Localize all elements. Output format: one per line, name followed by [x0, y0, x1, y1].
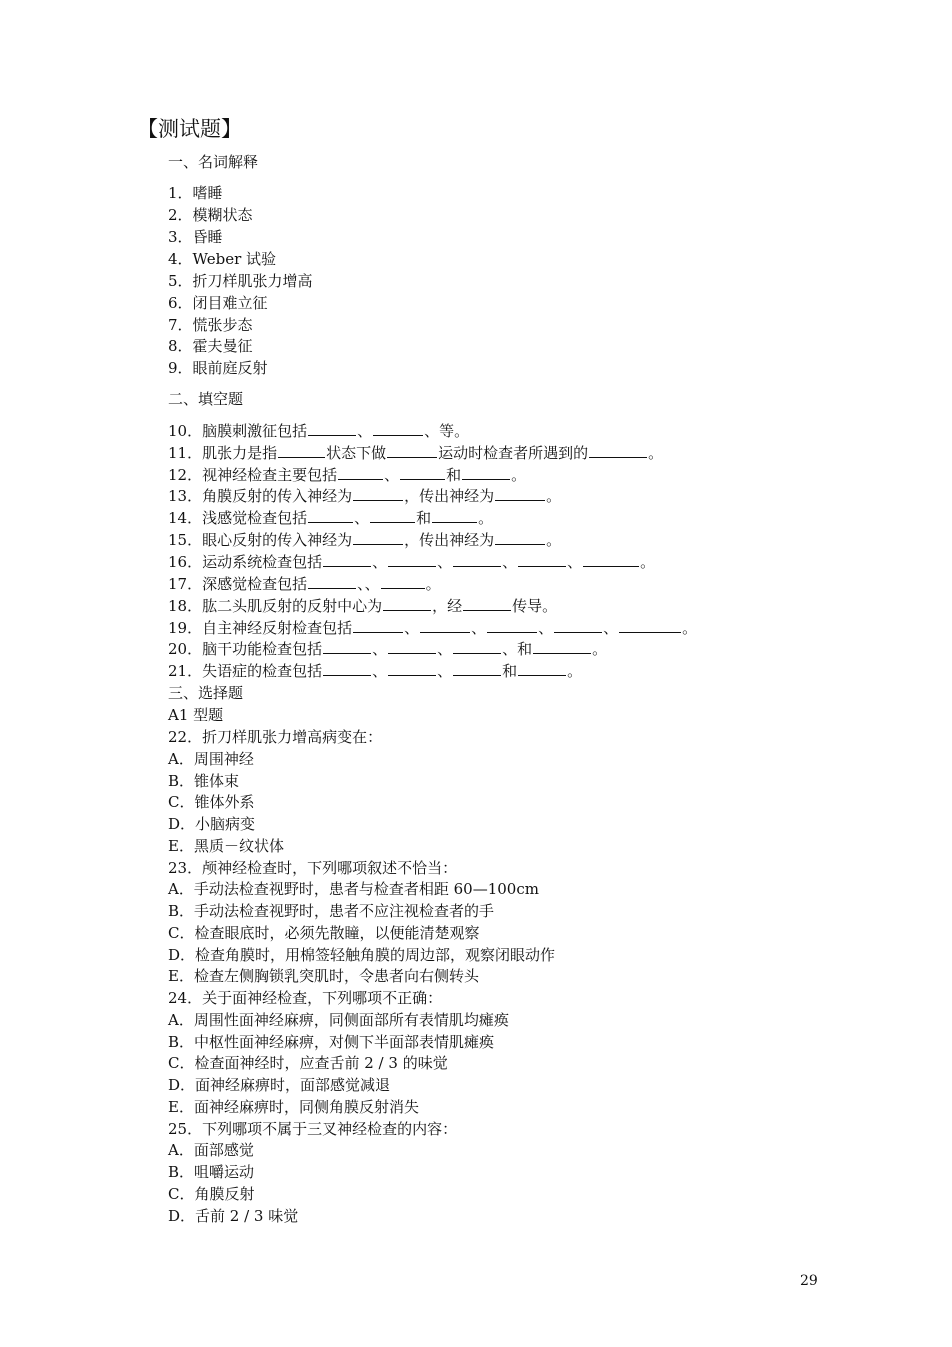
question-text: 和 [502, 662, 518, 680]
question-text: 、 [567, 553, 583, 571]
mc-question: 22．折刀样肌张力增高病变在： [168, 728, 383, 746]
question-text: 15．眼心反射的传入神经为 [168, 531, 353, 549]
answer-blank [323, 552, 371, 567]
definition-item: 8．霍夫曼征 [168, 337, 253, 355]
question-text: 、 [502, 553, 518, 571]
answer-blank [323, 639, 371, 654]
question-text: 运动时检查者所遇到的 [438, 444, 589, 462]
answer-blank [619, 618, 681, 633]
question-text: 、 [404, 619, 420, 637]
question-text: 13．角膜反射的传入神经为 [168, 487, 353, 505]
question-text: 、 [372, 640, 388, 658]
fill-blank-question-18 [168, 596, 557, 616]
answer-blank [400, 465, 445, 480]
question-text: 、 [357, 422, 373, 440]
mc-option: E．面神经麻痹时，同侧角膜反射消失 [168, 1097, 419, 1116]
fill-blank-question-11 [168, 443, 663, 463]
answer-blank [533, 639, 591, 654]
answer-blank [518, 661, 566, 676]
question-text: 。 [511, 466, 527, 484]
answer-blank [432, 508, 477, 523]
question-text: 20．脑干功能检查包括 [168, 640, 323, 658]
page-title: 【测试题】 [137, 117, 242, 141]
fill-blank-question-19 [168, 618, 697, 638]
answer-blank [370, 508, 415, 523]
question-text: 、 [437, 662, 453, 680]
answer-blank [388, 552, 436, 567]
mc-option: A．周围神经 [168, 749, 254, 768]
section-heading-multiple-choice: 三、选择题 [168, 684, 244, 702]
definition-item: 3．昏睡 [168, 228, 223, 246]
answer-blank [388, 661, 436, 676]
answer-blank [495, 486, 545, 501]
question-text: 、 [372, 662, 388, 680]
question-text: 、 [384, 466, 400, 484]
mc-option: B．中枢性面神经麻痹，对侧下半面部表情肌瘫痪 [168, 1032, 495, 1051]
question-text: 和 [416, 509, 432, 527]
question-text: ，经 [432, 597, 463, 615]
mc-option: E．检查左侧胸锁乳突肌时，令患者向右侧转头 [168, 967, 479, 986]
answer-blank [583, 552, 639, 567]
answer-blank [554, 618, 602, 633]
question-text: 、 [603, 619, 619, 637]
fill-blank-question-16 [168, 552, 655, 572]
answer-blank [323, 661, 371, 676]
answer-blank [353, 530, 403, 545]
question-text: 12．视神经检查主要包括 [168, 466, 338, 484]
page-number: 29 [800, 1273, 818, 1289]
definition-item: 4．Weber 试验 [168, 250, 277, 268]
definition-item: 5．折刀样肌张力增高 [168, 272, 313, 290]
question-text: 。 [546, 487, 562, 505]
mc-option: D．小脑病变 [168, 815, 256, 833]
answer-blank [353, 618, 403, 633]
answer-blank [589, 443, 647, 458]
question-text: 、 [471, 619, 487, 637]
question-text: 。 [567, 662, 583, 680]
question-text: 、和 [502, 640, 533, 658]
question-text: 。 [640, 553, 656, 571]
question-text: 、 [354, 509, 370, 527]
answer-blank [453, 661, 501, 676]
question-text: 、等。 [424, 422, 470, 440]
question-text: 、 [372, 553, 388, 571]
mc-question: 24．关于面神经检查，下列哪项不正确： [168, 989, 443, 1007]
answer-blank [453, 552, 501, 567]
fill-blank-question-17 [168, 574, 441, 594]
answer-blank [387, 443, 437, 458]
mc-option: B．锥体束 [168, 771, 240, 790]
mc-option: C．检查眼底时，必须先散瞳，以便能清楚观察 [168, 923, 480, 942]
mc-question: 23．颅神经检查时，下列哪项叙述不恰当： [168, 858, 458, 877]
question-text: 和 [446, 466, 462, 484]
answer-blank [487, 618, 537, 633]
answer-blank [453, 639, 501, 654]
question-type-label: A1 型题 [168, 706, 224, 724]
fill-blank-question-20 [168, 639, 607, 659]
question-text: 14．浅感觉检查包括 [168, 509, 308, 527]
answer-blank [420, 618, 470, 633]
question-text: 11．肌张力是指 [168, 444, 278, 462]
section-heading-definitions: 一、名词解释 [168, 153, 259, 171]
fill-blank-question-21 [168, 661, 582, 681]
question-text: 18．肱二头肌反射的反射中心为 [168, 597, 383, 615]
mc-option: A．手动法检查视野时，患者与检查者相距 60—100cm [168, 880, 539, 899]
question-text: 。 [546, 531, 562, 549]
answer-blank [308, 574, 356, 589]
answer-blank [353, 486, 403, 501]
mc-option: B．咀嚼运动 [168, 1163, 255, 1181]
question-text: 17．深感觉检查包括 [168, 575, 308, 593]
mc-option: D．舌前 2 / 3 味觉 [168, 1206, 299, 1225]
answer-blank [373, 421, 423, 436]
fill-blank-question-13 [168, 486, 561, 506]
question-text: 、 [437, 640, 453, 658]
question-text: 。 [425, 575, 441, 593]
mc-option: B．手动法检查视野时，患者不应注视检查者的手 [168, 902, 495, 920]
question-text: 、、 [357, 575, 380, 593]
mc-option: E．黑质－纹状体 [168, 836, 284, 855]
mc-option: A．面部感觉 [168, 1141, 254, 1160]
question-text: 、 [538, 619, 554, 637]
answer-blank [495, 530, 545, 545]
mc-option: C．角膜反射 [168, 1184, 255, 1203]
question-text: 、 [437, 553, 453, 571]
answer-blank [518, 552, 566, 567]
answer-blank [338, 465, 383, 480]
definition-item: 9．眼前庭反射 [168, 359, 268, 377]
answer-blank [278, 443, 325, 458]
definition-item: 6．闭目难立征 [168, 294, 268, 312]
question-text: ，传出神经为 [404, 487, 495, 505]
answer-blank [308, 508, 353, 523]
answer-blank [381, 574, 425, 589]
definition-item: 7．慌张步态 [168, 316, 253, 334]
definition-item: 2．模糊状态 [168, 206, 253, 224]
question-text: 19．自主神经反射检查包括 [168, 619, 353, 637]
fill-blank-question-14 [168, 508, 493, 528]
fill-blank-question-12 [168, 465, 526, 485]
answer-blank [308, 421, 356, 436]
question-text: 10．脑膜刺激征包括 [168, 422, 308, 440]
mc-option: A．周围性面神经麻痹，同侧面部所有表情肌均瘫痪 [168, 1010, 509, 1029]
question-text: 。 [592, 640, 608, 658]
mc-option: D．面神经麻痹时，面部感觉减退 [168, 1076, 391, 1094]
answer-blank [463, 596, 511, 611]
question-text: 。 [478, 509, 494, 527]
answer-blank [462, 465, 510, 480]
fill-blank-question-15 [168, 530, 561, 550]
mc-question: 25．下列哪项不属于三叉神经检查的内容： [168, 1119, 458, 1138]
mc-option: C．检查面神经时，应查舌前 2 / 3 的味觉 [168, 1054, 448, 1073]
question-text: 16．运动系统检查包括 [168, 553, 323, 571]
answer-blank [388, 639, 436, 654]
fill-blank-question-10 [168, 421, 469, 441]
section-heading-fill-blank: 二、填空题 [168, 390, 244, 408]
question-text: 。 [648, 444, 664, 462]
question-text: ，传出神经为 [404, 531, 495, 549]
answer-blank [383, 596, 431, 611]
mc-option: C．锥体外系 [168, 793, 255, 812]
question-text: 。 [682, 619, 698, 637]
mc-option: D．检查角膜时，用棉签轻触角膜的周边部，观察闭眼动作 [168, 945, 556, 964]
definition-item: 1．嗜睡 [168, 184, 223, 202]
question-text: 状态下做 [326, 444, 387, 462]
question-text: 21．失语症的检查包括 [168, 662, 323, 680]
question-text: 传导。 [512, 597, 558, 615]
